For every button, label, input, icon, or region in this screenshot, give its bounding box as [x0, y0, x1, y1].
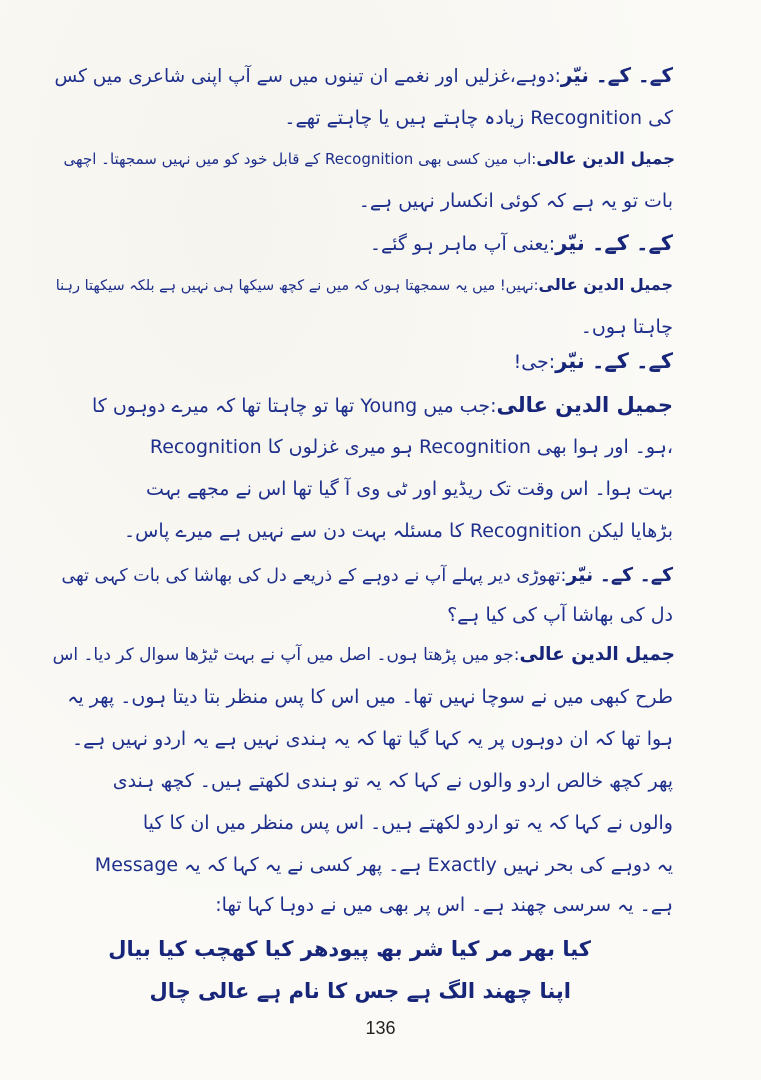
text-line-5	[370, 228, 673, 259]
speaker-name: جمیل الدین عالی	[519, 644, 675, 665]
line-text: :تھوڑی دیر پہلے آپ نے دوہے کے ذریعے دل کی بھاشا کی بات کہی تھی	[61, 566, 567, 586]
line-text: دل کی بھاشا آپ کی کیا ہے؟	[447, 604, 673, 626]
line-text: طرح کبھی میں نے سوچا نہیں تھا۔ میں اس کا پس منظر بتا دیتا ہوں۔ پھر یہ	[67, 686, 673, 708]
line-text: بہت ہوا۔ اس وقت تک ریڈیو اور ٹی وی آ گیا تھا اس نے مجھے بہت	[145, 478, 673, 500]
text-line-10	[150, 432, 673, 462]
text-line-21	[215, 890, 673, 920]
line-text: والوں نے کہا کہ یہ تو اردو لکھتے ہیں۔ اس پس منظر میں ان کا کیا	[142, 812, 673, 834]
line-text: :جی!	[513, 351, 556, 373]
line-text: :جو میں پڑھتا ہوں۔ اصل میں آپ نے بہت ٹیڑھا سوال کر دیا۔ اس	[52, 645, 520, 665]
line-text: بڑھایا لیکن Recognition کا مسئلہ بہت دن سے نہیں ہے میرے پاس۔	[124, 520, 673, 542]
text-line-17	[72, 724, 673, 754]
text-line-16	[67, 682, 673, 712]
line-text: :نہیں! میں یہ سمجھتا ہوں کہ میں نے کچھ سیکھا ہی نہیں ہے بلکہ سیکھتا رہنا	[55, 278, 539, 294]
text-line-14	[447, 600, 673, 630]
text-line-2	[284, 103, 673, 133]
line-text: ہے۔ یہ سرسی چھند ہے۔ اس پر بھی میں نے دوہا کہا تھا:	[215, 894, 673, 916]
page-number: 136	[365, 1018, 396, 1038]
speaker-name: جمیل الدین عالی	[496, 393, 673, 417]
text-line-19	[143, 808, 673, 838]
text-line-18	[113, 766, 673, 796]
text-line-6	[56, 270, 673, 301]
text-line-1	[54, 60, 673, 92]
couplet-line-1: کیا بھر مر کیا شر بھ پیودھر کیا کھچب کیا بیال	[108, 937, 591, 961]
line-text: :دوہے،غزلیں اور نغمے ان تینوں میں سے آپ اپنی شاعری میں کس	[54, 66, 561, 87]
speaker-name: جمیل الدین عالی	[538, 275, 673, 294]
line-text: کی Recognition زیادہ چاہتے ہیں یا چاہتے تھے۔	[284, 107, 673, 129]
text-line-20	[95, 850, 673, 880]
text-line-4	[359, 186, 673, 216]
line-text: :اب مین کسی بھی Recognition کے قابل خود کو میں نہیں سمجھتا۔ اچھی	[63, 150, 537, 168]
text-line-15	[53, 640, 675, 670]
text-line-8	[514, 346, 673, 377]
line-text: :یعنی آپ ماہر ہو گئے۔	[369, 233, 556, 255]
speaker-name: کے۔ کے۔ نیّر	[555, 231, 673, 255]
line-text: چاہتا ہوں۔	[580, 316, 673, 338]
line-text: ہوا تھا کہ ان دوہوں پر یہ کہا گیا تھا کہ یہ ہندی نہیں ہے یہ اردو نہیں ہے۔	[71, 728, 673, 750]
text-line-11	[146, 474, 673, 504]
text-line-9	[92, 390, 673, 421]
line-text: Recognition ہو میری غزلوں کا Recognition ہو۔ اور ہوا بھی،	[149, 436, 673, 458]
speaker-name: جمیل الدین عالی	[536, 149, 675, 168]
text-line-13	[61, 560, 673, 591]
text-line-3	[64, 144, 675, 174]
speaker-name: کے۔ کے۔ نیّر	[560, 63, 673, 87]
speaker-name: کے۔ کے۔ نیّر	[566, 564, 673, 586]
line-text: :جب میں Young تھا تو چاہتا تھا کہ میرے دوہوں کا	[92, 395, 497, 417]
text-line-7	[581, 312, 673, 342]
speaker-name: کے۔ کے۔ نیّر	[555, 349, 673, 373]
couplet-line-2: اپنا چھند الگ ہے جس کا نام ہے عالی چال	[149, 979, 571, 1003]
line-text: بات تو یہ ہے کہ کوئی انکسار نہیں ہے۔	[358, 190, 673, 212]
line-text: پھر کچھ خالص اردو والوں نے کہا کہ یہ تو ہندی لکھتے ہیں۔ کچھ ہندی	[112, 770, 673, 792]
text-line-12	[124, 516, 673, 546]
line-text: Message ہے۔ پھر کسی نے یہ کہا کہ یہ Exactly یہ دوہے کی بحر نہیں	[94, 854, 673, 876]
